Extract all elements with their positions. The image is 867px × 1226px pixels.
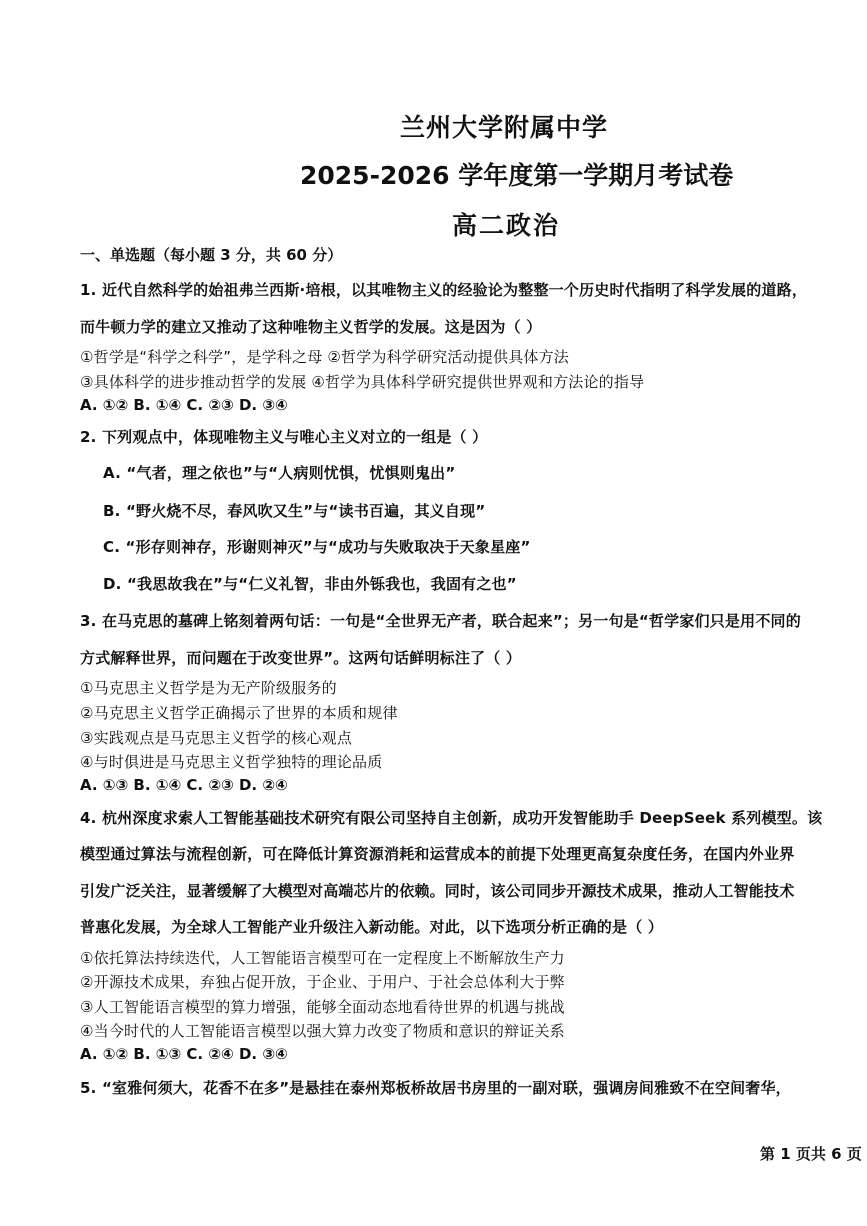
question-3-option-1: ①马克思主义哲学是为无产阶级服务的 (80, 679, 337, 697)
question-4-option-2: ②开源技术成果，弃独占促开放，于企业、于用户、于社会总体利大于弊 (80, 973, 565, 991)
question-4-option-4: ④当今时代的人工智能语言模型以强大算力改变了物质和意识的辩证关系 (80, 1022, 565, 1040)
question-4-option-1: ①依托算法持续迭代，人工智能语言模型可在一定程度上不断解放生产力 (80, 949, 565, 967)
question-4-line-3: 引发广泛关注，显著缓解了大模型对高端芯片的依赖。同时，该公司同步开源技术成果，推动人工智能技术 (80, 882, 795, 900)
question-3-line-2: 方式解释世界，而问题在于改变世界”。这两句话鲜明标注了（ ） (80, 649, 522, 667)
section-heading: 一、单选题（每小题 3 分，共 60 分） (80, 246, 343, 264)
question-1-line-1: 1. 近代自然科学的始祖弗兰西斯·培根，以其唯物主义的经验论为整整一个历史时代指明了科学发展的道路， (80, 281, 808, 299)
question-4-choices: A. ①② B. ①③ C. ②④ D. ③④ (80, 1045, 288, 1063)
question-4-line-1: 4. 杭州深度求索人工智能基础技术研究有限公司坚持自主创新，成功开发智能助手 DeepSeek 系列模型。该 (80, 809, 823, 827)
question-4-line-2: 模型通过算法与流程创新，可在降低计算资源消耗和运营成本的前提下处理更高复杂度任务，在国内外业界 (80, 845, 795, 863)
question-4-option-3: ③人工智能语言模型的算力增强，能够全面动态地看待世界的机遇与挑战 (80, 998, 565, 1016)
subject-title: 高二政治 (452, 211, 561, 240)
question-2-option-b: B. “野火烧不尽，春风吹又生”与“读书百遍，其义自现” (103, 502, 486, 520)
question-4-line-4: 普惠化发展，为全球人工智能产业升级注入新动能。对此，以下选项分析正确的是（ ） (80, 918, 664, 936)
question-3-option-4: ④与时俱进是马克思主义哲学独特的理论品质 (80, 753, 383, 771)
question-3-option-3: ③实践观点是马克思主义哲学的核心观点 (80, 729, 353, 747)
question-1-choices: A. ①② B. ①④ C. ②③ D. ③④ (80, 396, 288, 414)
question-3-choices: A. ①③ B. ①④ C. ②③ D. ②④ (80, 776, 288, 794)
question-2-option-d: D. “我思故我在”与“仁义礼智，非由外铄我也，我固有之也” (103, 575, 517, 593)
question-1-line-2: 而牛顿力学的建立又推动了这种唯物主义哲学的发展。这是因为（ ） (80, 318, 542, 336)
question-2-option-c: C. “形存则神存，形谢则神灭”与“成功与失败取决于天象星座” (103, 538, 531, 556)
question-2-stem: 2. 下列观点中，体现唯物主义与唯心主义对立的一组是（ ） (80, 428, 488, 446)
school-title: 兰州大学附属中学 (400, 113, 609, 142)
question-1-option-2: ③具体科学的进步推动哲学的发展 ④哲学为具体科学研究提供世界观和方法论的指导 (80, 373, 645, 391)
question-1-option-1: ①哲学是“科学之科学”，是学科之母 ②哲学为科学研究活动提供具体方法 (80, 348, 570, 366)
question-3-option-2: ②马克思主义哲学正确揭示了世界的本质和规律 (80, 704, 398, 722)
page-number: 第 1 页共 6 页 (760, 1145, 862, 1163)
question-3-line-1: 3. 在马克思的墓碑上铭刻着两句话：一句是“全世界无产者，联合起来”；另一句是“哲学家们只是用不同的 (80, 612, 801, 630)
exam-title: 2025-2026 学年度第一学期月考试卷 (300, 161, 734, 190)
question-5-line-1: 5. “室雅何须大，花香不在多”是悬挂在泰州郑板桥故居书房里的一副对联，强调房间雅致不在空间奢华， (80, 1079, 791, 1097)
question-2-option-a: A. “气者，理之依也”与“人病则忧惧，忧惧则鬼出” (103, 464, 456, 482)
